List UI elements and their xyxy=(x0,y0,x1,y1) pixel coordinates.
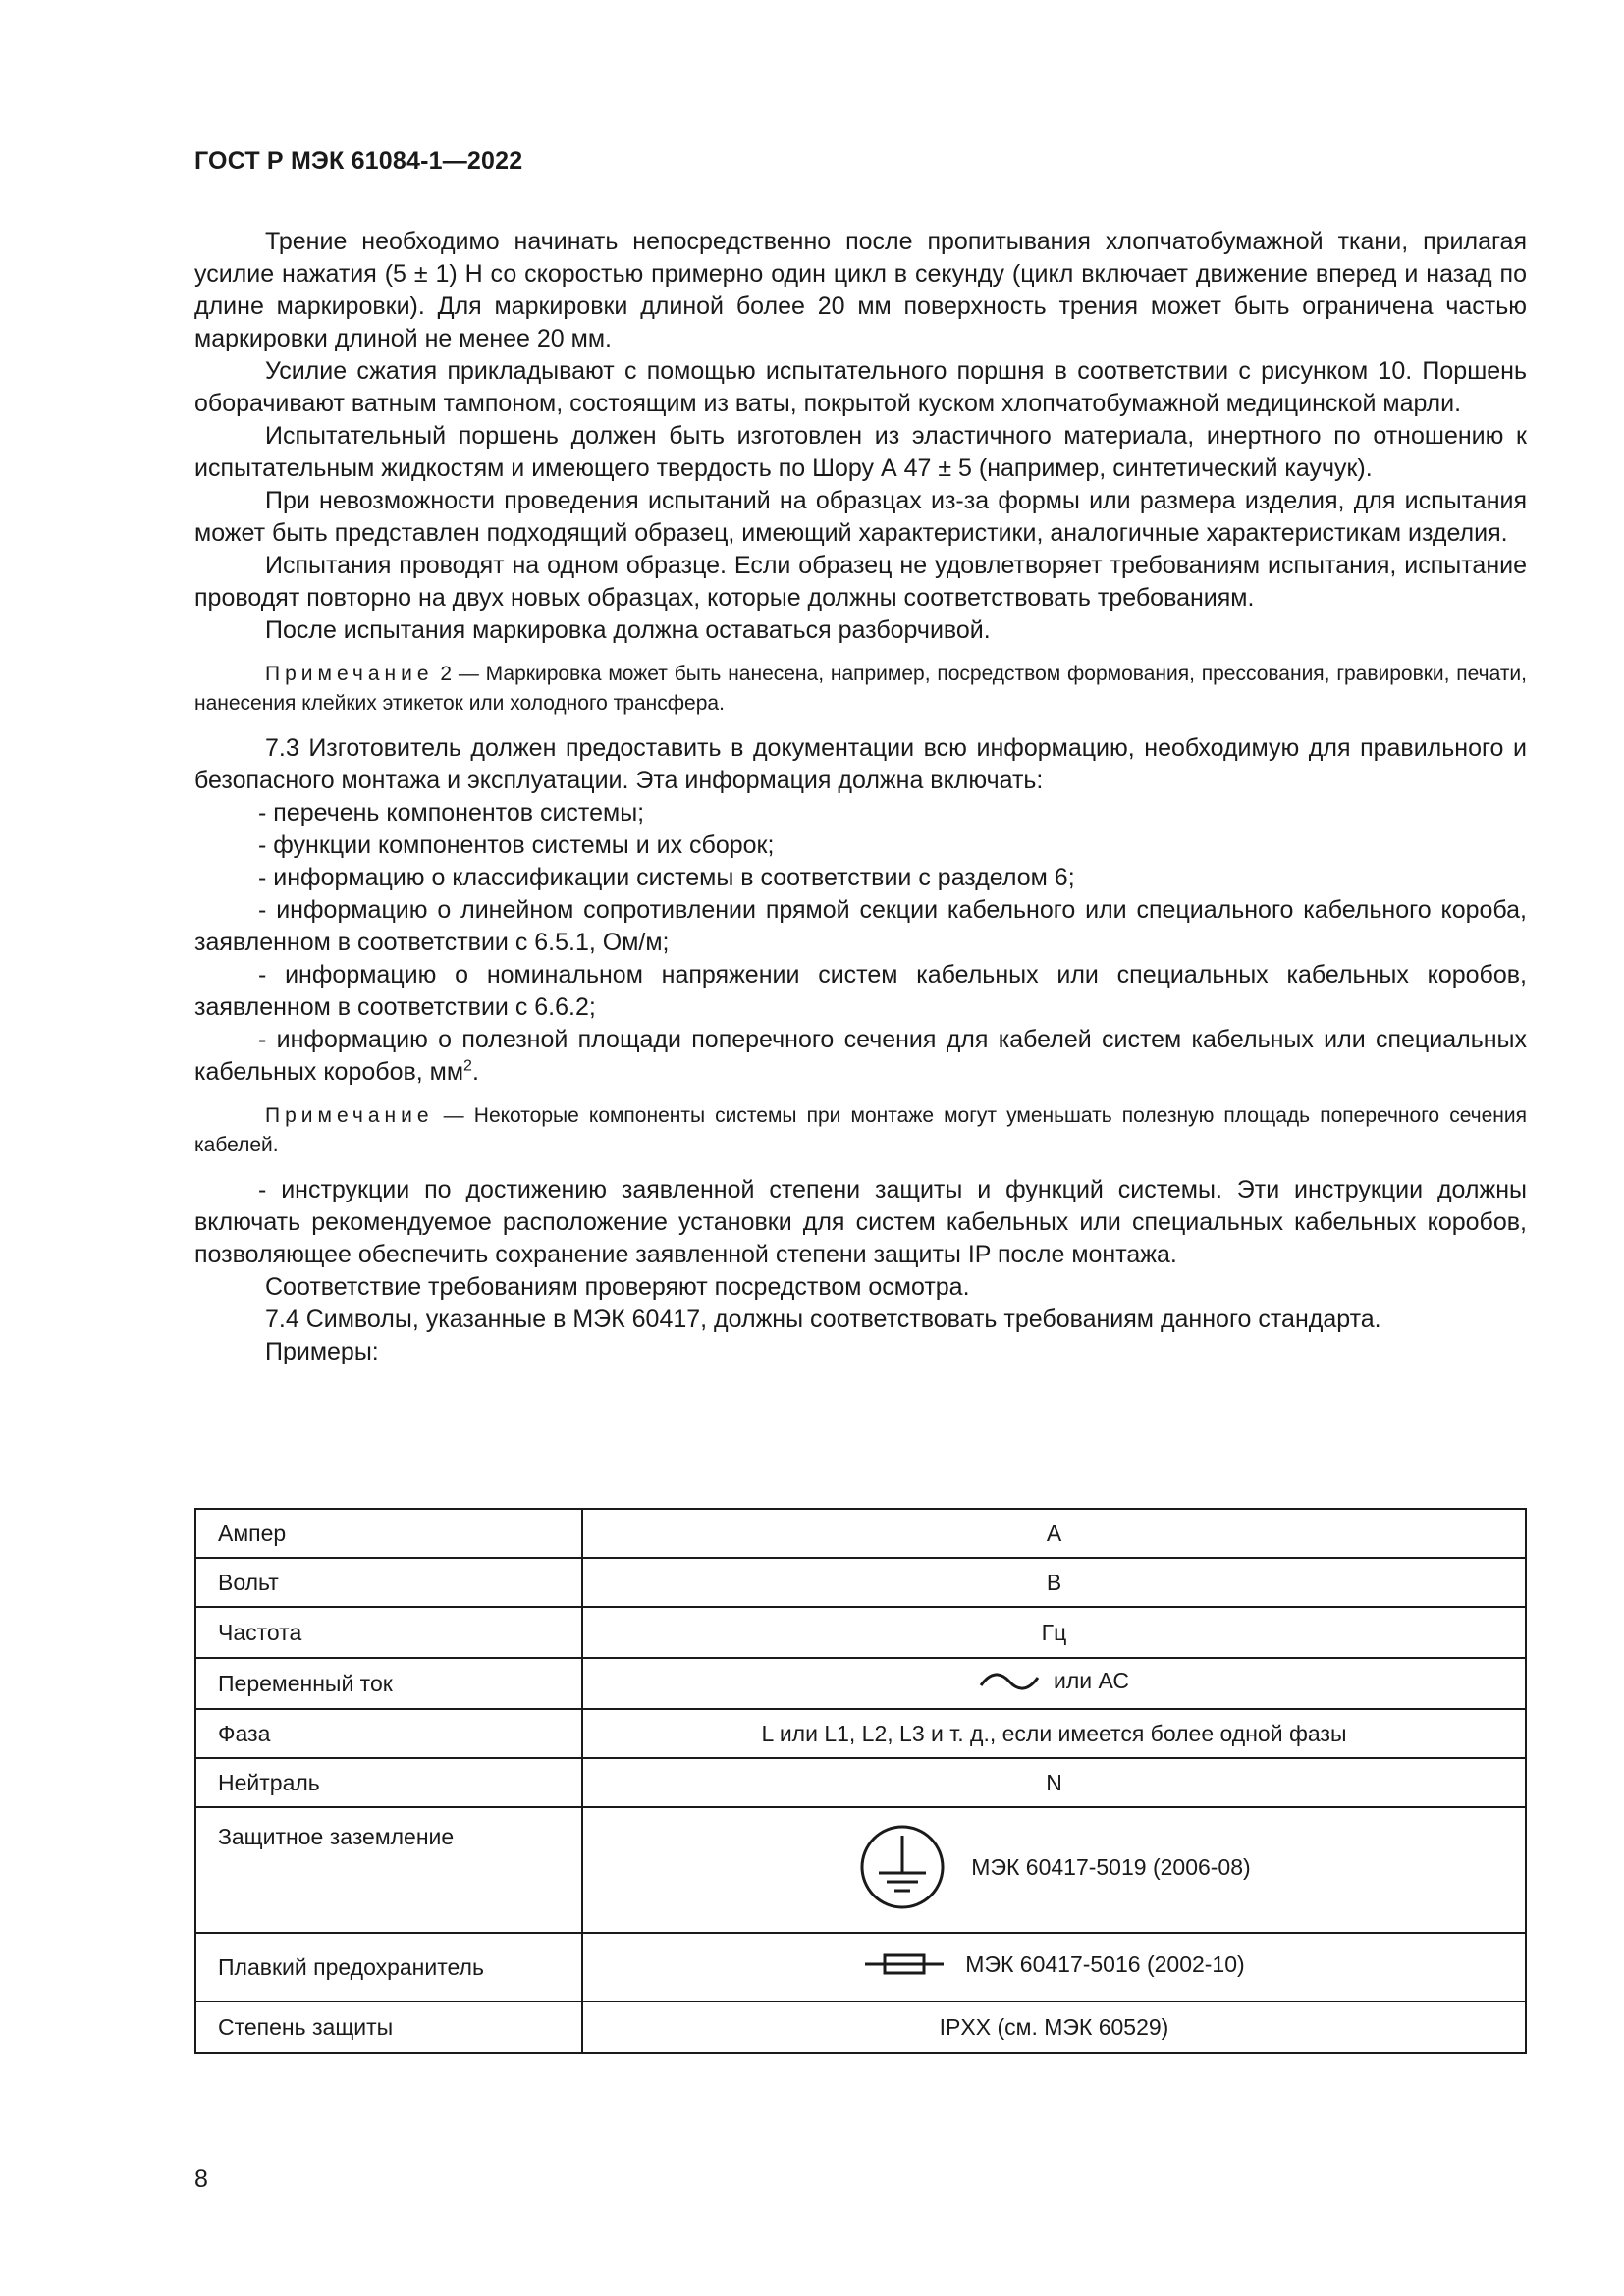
section-7-3-intro: 7.3 Изготовитель должен предоставить в документации всю информацию, необходимую для правильного и безопасного монтажа и эксплуатации. Эта информация должна включать: xyxy=(194,734,1527,794)
note-label: Примечание xyxy=(265,1104,434,1127)
row-value: N xyxy=(582,1758,1526,1807)
row-name: Переменный ток xyxy=(195,1658,582,1709)
table-row xyxy=(195,1558,1526,1607)
row-name: Степень защиты xyxy=(195,2002,582,2053)
row-name: Нейтраль xyxy=(195,1758,582,1807)
table-row xyxy=(195,1933,1526,2002)
row-name: Фаза xyxy=(195,1709,582,1758)
symbols-table xyxy=(194,1508,1527,2054)
table-row xyxy=(195,1709,1526,1758)
note-text: — Некоторые компоненты системы при монтаже могут уменьшать полезную площадь поперечного сечения кабелей. xyxy=(194,1104,1527,1156)
document-header: ГОСТ Р МЭК 61084-1—2022 xyxy=(194,147,523,175)
list-item: - информацию о классификации системы в соответствии с разделом 6; xyxy=(258,864,1075,891)
row-name: Ампер xyxy=(195,1509,582,1558)
document-body xyxy=(194,226,1527,1368)
list-item: - функции компонентов системы и их сборок; xyxy=(258,831,775,859)
paragraph: Усилие сжатия прикладывают с помощью испытательного поршня в соответствии с рисунком 10. Поршень оборачивают ватным тампоном, состоящим из ваты, покрытой куском хлопчатобумажной медицинской марли. xyxy=(194,357,1527,417)
page-number: 8 xyxy=(194,2165,208,2193)
paragraph: Испытательный поршень должен быть изготовлен из эластичного материала, инертного по отношению к испытательным жидкостям и имеющего твердость по Шору А 47 ± 5 (например, синтетический каучук). xyxy=(194,422,1527,482)
row-value: МЭК 60417-5016 (2002-10) xyxy=(965,1950,1245,1977)
section-7-4-intro: 7.4 Символы, указанные в МЭК 60417, должны соответствовать требованиям данного стандарта. xyxy=(265,1306,1381,1333)
examples-label: Примеры: xyxy=(265,1338,379,1365)
row-name: Защитное заземление xyxy=(195,1807,582,1933)
table-row xyxy=(195,1807,1526,1933)
table-row xyxy=(195,2002,1526,2053)
paragraph: Испытания проводят на одном образце. Если образец не удовлетворяет требованиям испытания, испытание проводят повторно на двух новых образцах, которые должны соответствовать требованиям. xyxy=(194,552,1527,612)
paragraph: Соответствие требованиям проверяют посредством осмотра. xyxy=(265,1273,970,1301)
row-name: Частота xyxy=(195,1607,582,1658)
fuse-icon xyxy=(863,1949,946,1979)
row-value: А xyxy=(582,1509,1526,1558)
row-value-cell xyxy=(582,1933,1526,2002)
table-row xyxy=(195,1607,1526,1658)
row-value: или АС xyxy=(1054,1668,1129,1694)
note-2 xyxy=(194,660,1527,719)
row-name: Вольт xyxy=(195,1558,582,1607)
list-item: - информацию о номинальном напряжении систем кабельных или специальных кабельных коробов, заявленном в соответствии с 6.6.2; xyxy=(194,961,1527,1021)
note-text: 2 — Маркировка может быть нанесена, например, посредством формования, прессования, гравировки, печати, нанесения клейких этикеток или холодного трансфера. xyxy=(194,663,1527,715)
paragraph: При невозможности проведения испытаний на образцах из-за формы или размера изделия, для испытания может быть представлен подходящий образец, имеющий характеристики, аналогичные характеристикам изделия. xyxy=(194,487,1527,547)
row-value: МЭК 60417-5019 (2006-08) xyxy=(971,1853,1251,1880)
list-item: - инструкции по достижению заявленной степени защиты и функций системы. Эти инструкции должны включать рекомендуемое расположение установки для систем кабельных или специальных кабельных коробов, позволяющее обеспечить сохранение заявленной степени защиты IP после монтажа. xyxy=(194,1176,1527,1268)
row-value: IPXX (см. МЭК 60529) xyxy=(582,2002,1526,2053)
list-item-area xyxy=(194,1024,1527,1089)
row-value-cell xyxy=(582,1807,1526,1933)
row-value-cell xyxy=(582,1658,1526,1709)
note-label: Примечание xyxy=(265,663,434,685)
row-value: L или L1, L2, L3 и т. д., если имеется более одной фазы xyxy=(582,1709,1526,1758)
list-item: - информацию о линейном сопротивлении прямой секции кабельного или специального кабельного короба, заявленном в соответствии с 6.5.1, Ом/м; xyxy=(194,896,1527,956)
table-row xyxy=(195,1758,1526,1807)
sine-wave-icon xyxy=(979,1670,1040,1693)
protective-earth-icon xyxy=(857,1822,947,1912)
superscript: 2 xyxy=(463,1057,472,1075)
table-row xyxy=(195,1658,1526,1709)
paragraph: После испытания маркировка должна оставаться разборчивой. xyxy=(265,616,991,644)
note xyxy=(194,1101,1527,1160)
row-value: В xyxy=(582,1558,1526,1607)
list-item: - перечень компонентов системы; xyxy=(258,799,645,827)
row-value: Гц xyxy=(582,1607,1526,1658)
list-item-end: . xyxy=(471,1058,479,1086)
table-row xyxy=(195,1509,1526,1558)
row-name: Плавкий предохранитель xyxy=(195,1933,582,2002)
list-item-text: - информацию о полезной площади поперечного сечения для кабелей систем кабельных или специальных кабельных коробов, мм xyxy=(194,1026,1527,1086)
paragraph: Трение необходимо начинать непосредственно после пропитывания хлопчатобумажной ткани, прилагая усилие нажатия (5 ± 1) Н со скоростью примерно один цикл в секунду (цикл включает движение вперед и назад по длине маркировки). Для маркировки длиной более 20 мм поверхность трения может быть ограничена частью маркировки длиной не менее 20 мм. xyxy=(194,228,1527,352)
